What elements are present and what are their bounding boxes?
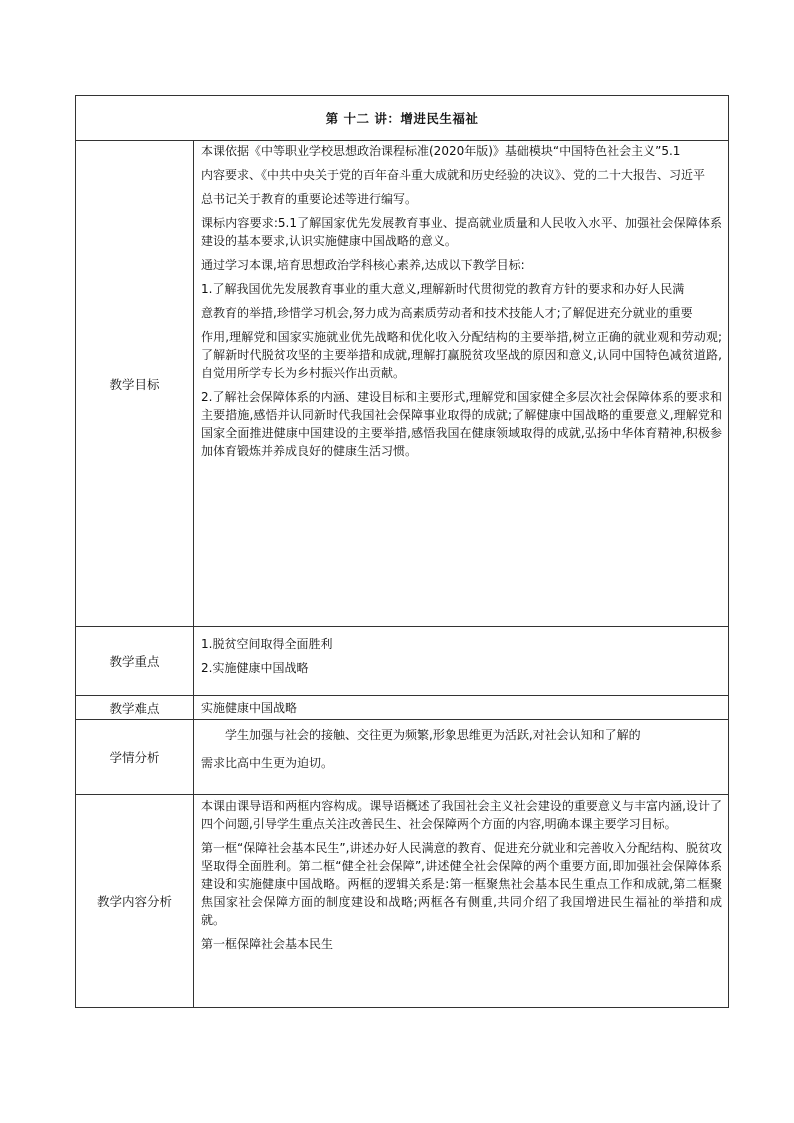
content-analysis-paragraph: 第一框“保障社会基本民生”,讲述办好人民满意的教育、促进充分就业和完善收入分配结构、脱贫攻坚取得全面胜利。第二框“健全社会保障”,讲述健全社会保障的两个重要方面,即加强社会保障体系建设和实施健康中国战略。两框的逻辑关系是:第一框聚焦社会基本民生重点工作和成就,第二框聚焦国家社会保障方面的制度建设和战略;两框各有侧重,共同介绍了我国增进民生福祉的举措和成就。 [201, 841, 722, 927]
goals-paragraph: 1.了解我国优先发展教育事业的重大意义,理解新时代贯彻党的教育方针的要求和办好人民满 [201, 282, 685, 296]
key-point-item: 2.实施健康中国战略 [201, 661, 309, 675]
student-analysis-label: 学情分析 [76, 720, 194, 795]
table-row-goals [76, 141, 729, 627]
content-analysis-paragraph: 本课由课导语和两框内容构成。课导语概述了我国社会主义社会建设的重要意义与丰富内涵,设计了四个问题,引导学生重点关注改善民生、社会保障两个方面的内容,明确本课主要学习目标。 [201, 799, 722, 831]
goals-label: 教学目标 [76, 141, 194, 627]
table-row-difficulty [76, 696, 729, 720]
goals-paragraph: 内容要求、《中共中央关于党的百年奋斗重大成就和历史经验的决议》、党的二十大报告、习近平 [201, 168, 706, 182]
goals-paragraph: 作用,理解党和国家实施就业优先战略和优化收入分配结构的主要举措,树立正确的就业观和劳动观;了解新时代脱贫攻坚的主要举措和成就,理解打赢脱贫攻坚战的原因和意义,认同中国特色减贫道路,自觉用所学专长为乡村振兴作出贡献。 [201, 330, 722, 380]
goals-paragraph: 本课依据《中等职业学校思想政治课程标准(2020年版)》基础模块“中国特色社会主义”5.1 [201, 144, 681, 158]
key-points-content [194, 627, 729, 696]
goals-content [194, 141, 729, 627]
difficulty-text: 实施健康中国战略 [201, 701, 298, 715]
content-analysis-label: 教学内容分析 [76, 795, 194, 1008]
student-analysis-text: 需求比高中生更为迫切。 [201, 756, 334, 770]
student-analysis-text: 学生加强与社会的接触、交往更为频繁,形象思维更为活跃,对社会认知和了解的 [225, 728, 641, 742]
goals-paragraph: 课标内容要求:5.1了解国家优先发展教育事业、提高就业质量和人民收入水平、加强社会保障体系建设的基本要求,认识实施健康中国战略的意义。 [201, 216, 722, 248]
goals-paragraph: 总书记关于教育的重要论述等进行编写。 [201, 192, 418, 206]
content-analysis-content [194, 795, 729, 1008]
table-row-student-analysis [76, 720, 729, 795]
table-row-key-points [76, 627, 729, 696]
table-row-content-analysis [76, 795, 729, 1008]
lesson-title: 第 十二 讲：增进民生福祉 [76, 96, 729, 141]
difficulty-label: 教学难点 [76, 696, 194, 720]
goals-paragraph: 意教育的举措,珍惜学习机会,努力成为高素质劳动者和技术技能人才;了解促进充分就业的重要 [201, 306, 693, 320]
student-analysis-content [194, 720, 729, 795]
key-point-item: 1.脱贫空间取得全面胜利 [201, 637, 333, 651]
key-points-label: 教学重点 [76, 627, 194, 696]
goals-paragraph: 2.了解社会保障体系的内涵、建设目标和主要形式,理解党和国家健全多层次社会保障体系的要求和主要措施,感悟并认同新时代我国社会保障事业取得的成就;了解健康中国战略的重要意义,理解党和国家全面推进健康中国建设的主要举措,感悟我国在健康领域取得的成就,弘扬中华体育精神,积极参加体育锻炼并养成良好的健康生活习惯。 [201, 390, 722, 458]
difficulty-content [194, 696, 729, 720]
goals-paragraph: 通过学习本课,培育思想政治学科核心素养,达成以下教学目标: [201, 258, 525, 272]
title-row [76, 96, 729, 141]
content-analysis-paragraph: 第一框保障社会基本民生 [201, 937, 334, 951]
lesson-plan-table [75, 95, 729, 1008]
